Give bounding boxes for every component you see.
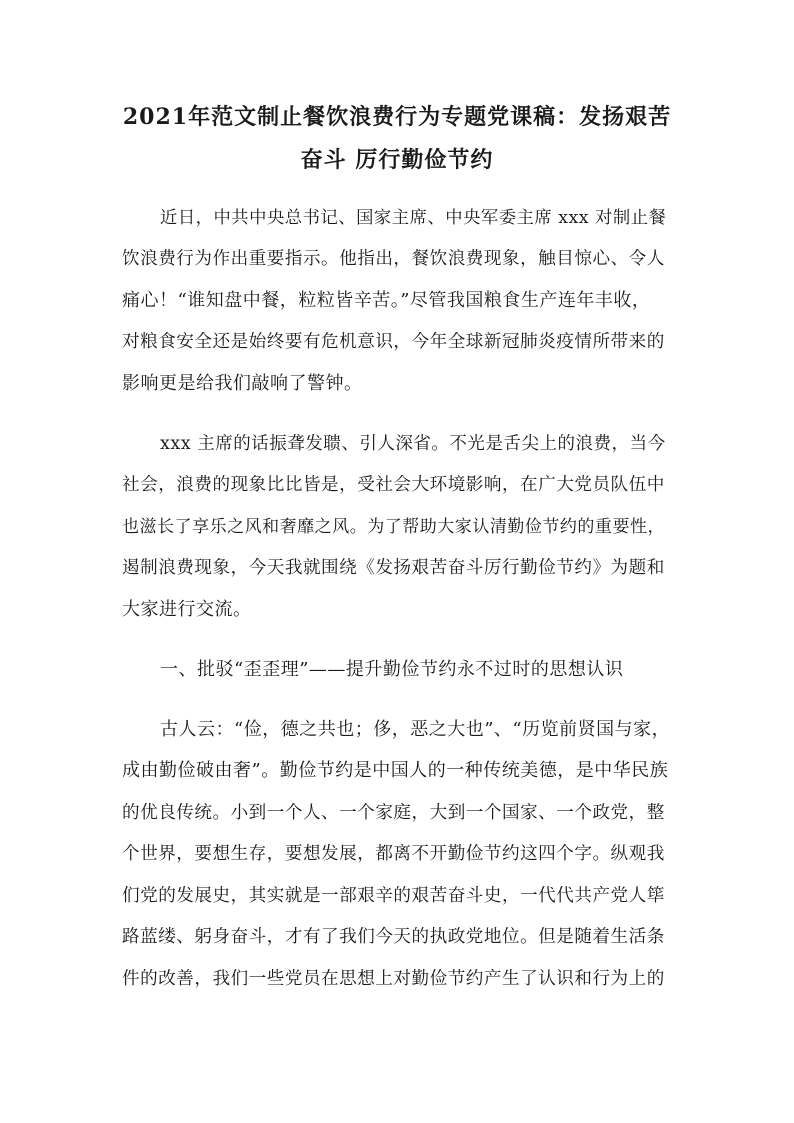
paragraph-1-line-2: 饮浪费行为作出重要指示。他指出，餐饮浪费现象，触目惊心、令人 bbox=[122, 249, 665, 269]
paragraph-3-line-3: 的优良传统。小到一个人、一个家庭，大到一个国家、一个政党，整 bbox=[122, 803, 665, 823]
paragraph-1-line-3: 痛心！“谁知盘中餐，粒粒皆辛苦。”尽管我国粮食生产连年丰收， bbox=[122, 290, 651, 311]
paragraph-1-line-5: 影响更是给我们敲响了警钟。 bbox=[122, 373, 363, 394]
paragraph-1-line-1: 近日，中共中央总书记、国家主席、中央军委主席 xxx 对制止餐 bbox=[160, 208, 667, 228]
paragraph-3-line-4: 个世界，要想生存，要想发展，都离不开勤俭节约这四个字。纵观我 bbox=[122, 844, 665, 864]
paragraph-2-line-2: 社会，浪费的现象比比皆是，受社会大环境影响，在广大党员队伍中 bbox=[122, 475, 665, 495]
paragraph-2-line-1: xxx 主席的话振聋发聩、引人深省。不光是舌尖上的浪费，当今 bbox=[160, 434, 666, 454]
paragraph-3-line-2: 成由勤俭破由奢”。勤俭节约是中国人的一种传统美德，是中华民族 bbox=[122, 760, 669, 781]
paragraph-3-line-6: 路蓝缕、躬身奋斗，才有了我们今天的执政党地位。但是随着生活条 bbox=[122, 927, 665, 947]
paragraph-3-line-1: 古人云：“俭，德之共也；侈，恶之大也”、“历览前贤国与家， bbox=[160, 719, 671, 740]
paragraph-1-line-4: 对粮食安全还是始终要有危机意识，今年全球新冠肺炎疫情所带来的 bbox=[122, 332, 665, 352]
paragraph-3-line-5: 们党的发展史，其实就是一部艰辛的艰苦奋斗史，一代代共产党人筚 bbox=[122, 886, 665, 906]
paragraph-2-line-5: 大家进行交流。 bbox=[122, 599, 252, 620]
paragraph-2-line-4: 遏制浪费现象，今天我就围绕《发扬艰苦奋斗厉行勤俭节约》为题和 bbox=[122, 558, 665, 578]
paragraph-3-line-7: 件的改善，我们一些党员在思想上对勤俭节约产生了认识和行为上的 bbox=[122, 969, 665, 989]
paragraph-2-line-3: 也滋长了享乐之风和奢靡之风。为了帮助大家认清勤俭节约的重要性， bbox=[122, 517, 665, 537]
document-title-line-2: 奋斗 厉行勤俭节约 bbox=[300, 147, 494, 173]
document-title-line-1: 2021年范文制止餐饮浪费行为专题党课稿：发扬艰苦 bbox=[122, 104, 672, 130]
section-heading-1: 一、批驳“歪歪理”——提升勤俭节约永不过时的思想认识 bbox=[160, 659, 624, 680]
